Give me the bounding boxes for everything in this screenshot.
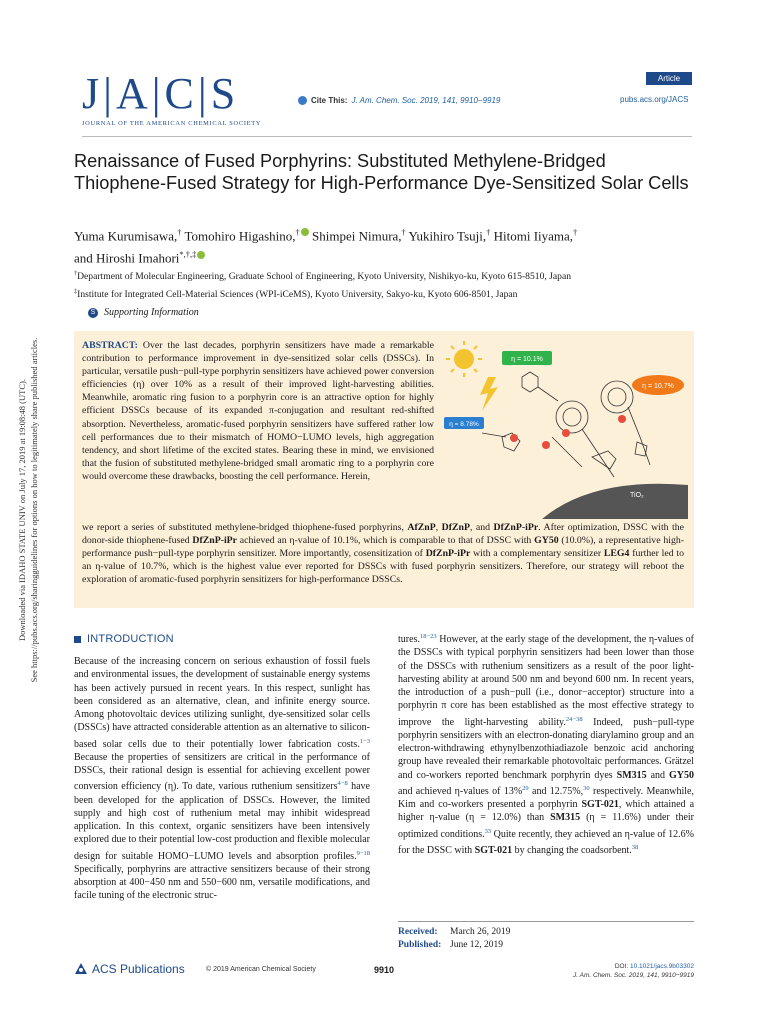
abstract-text-full: we report a series of substituted methylene-bridged thiophene-fused porphyrins, AfZnP, DfZnP, and DfZnP-iPr. After optimization, DSSC with the donor-side thiophene-fused DfZnP-iPr achieved an η-value of 10.1%, which is comparable to that of DSSC with GY50 (10.0%), a representative high-performance push−pull-type porphyrin sensitizer. More importantly, cosensitization of DfZnP-iPr with a complementary sensitizer LEG4 further led to an η-value of 10.7%, which is the highest value ever reported for DSSCs with fused porphyrin sensitizers. Therefore, our strategy will reboot the exploration of aromatic-fused porphyrin sensitizers for high-performance DSSCs.: [82, 522, 685, 586]
intro-left-column: Because of the increasing concern on serious exhaustion of fossil fuels and environmental issues, the development of sustainable energy systems has been actively pursued in recent years. In this respect, sunlight has been considered as an alternative, clean, and infinite energy source. Among photovoltaic devices utilizing sunlight, dye-sensitized solar cells (DSSCs) have attracted considerable attention as an alternative to silicon-based solar cells due to their potentially lower fabrication costs.$^{1-3}$ Because the properties of sensitizers are critical in the performance of DSSCs, their rational design is essential for achieving excellent power conversion efficiency (η). To date, various ruthenium sensitizers$^{4-8}$ have been developed for the application of DSSCs. However, the limited supply and high cost of ruthenium metal may inhibit widespread application. In this context, organic sensitizers have been intensively explored due to their potential low-cost production and flexible molecular design for suitable HOMO−LUMO levels and absorption profiles.$^{9-18}$ Specifically, porphyrins are attractive sensitizers because of their strong absorption at 400−450 nm and 550−600 nm, versatile modifications, and facile tuning of the electronic struc-: [74, 656, 370, 902]
citation-ref-link[interactable]: 24−38: [565, 715, 583, 723]
affiliations: [74, 266, 694, 302]
received-label: Received:: [398, 927, 438, 937]
tio2-label: TiO₂: [630, 492, 644, 499]
citation-ref-link[interactable]: 29: [522, 784, 529, 792]
abstract-text: [82, 339, 434, 483]
cite-label: Cite This:: [311, 96, 348, 105]
supporting-info-label: Supporting Information: [104, 307, 199, 318]
received-date: March 26, 2019: [450, 927, 511, 937]
doi-label: DOI:: [614, 963, 631, 970]
author-affiliation-mark: †: [401, 227, 406, 237]
article-dates: [398, 921, 694, 952]
intro-right-column: tures.$^{18-23}$ However, at the early stage of the development, the η-values of the DSSCs with typical porphyrin sensitizers had been lower than those of the DSSCs with ruthenium sensitizers as a result of the poor light-harvesting ability at around 500 nm and beyond 600 nm. In recent years, the introduction of a push−pull (i.e., donor−acceptor) structure into a porphyrin π core has been established as the most effective strategy to improve the light-harvesting ability.$^{24-38}$ Indeed, push−pull-type porphyrin sensitizers with an electron-donating diarylamino group and an electron-withdrawing ethynylbenzothiadiazole benzoic acid anchoring group have revealed their remarkable photovoltaic performances. Grätzel and co-workers reported benchmark porphyrin dyes SM315 and GY50 and achieved η-values of 13%$^{29}$ and 12.75%,$^{30}$ respectively. Meanwhile, Kim and co-workers presented a porphyrin SGT-021, which attained a higher η-value (η = 12.0%) than SM315 (η = 11.6%) under their optimized conditions.$^{33}$ Quite recently, they achieved an η-value of 12.6% for the DSSC with SGT-021 by changing the coadsorbent.$^{38}$: [398, 633, 695, 856]
citation-ref-link[interactable]: 38: [631, 843, 639, 851]
eta-label-2: η = 10.7%: [642, 383, 674, 390]
footer-citation: J. Am. Chem. Soc. 2019, 141, 9910−9919: [573, 972, 694, 979]
page-footer: [74, 962, 694, 986]
article-type-badge: Article: [646, 72, 692, 85]
citation-ref-link[interactable]: 1−3: [359, 737, 370, 745]
citation-ref-link[interactable]: 9−18: [356, 849, 370, 857]
download-notice-line1: Downloaded via IDAHO STATE UNIV on July 17, 2019 at 19:08:48 (UTC).: [17, 379, 27, 641]
affiliation-1: †Department of Molecular Engineering, Graduate School of Engineering, Kyoto University, Nishikyo-ku, Kyoto 615-8510, Japan: [74, 270, 572, 283]
citation-ref-link[interactable]: 4−8: [337, 780, 348, 788]
compound-name: SGT-021: [581, 799, 619, 810]
cite-reference[interactable]: J. Am. Chem. Soc. 2019, 141, 9910−9919: [351, 96, 501, 105]
section-heading: [74, 633, 174, 645]
orcid-icon[interactable]: [301, 228, 309, 236]
doi-block: [573, 962, 694, 980]
author-name[interactable]: Shimpei Nimura,: [312, 228, 402, 244]
author-affiliation-mark: *,†,‡: [179, 249, 197, 260]
citation-ref-link[interactable]: 30: [583, 784, 590, 792]
acs-publications-logo[interactable]: [74, 962, 185, 976]
copyright: © 2019 American Chemical Society: [206, 966, 316, 973]
author-name[interactable]: Yukihiro Tsuji,: [408, 228, 487, 244]
compound-name: SGT-021: [474, 844, 513, 856]
journal-subtitle: JOURNAL OF THE AMERICAN CHEMICAL SOCIETY: [82, 120, 262, 127]
page-number: 9910: [374, 965, 395, 975]
author-name[interactable]: Tomohiro Higashino,: [184, 228, 296, 244]
logo-letter: S: [210, 69, 238, 118]
header-divider: [82, 136, 692, 137]
logo-letter: C: [164, 69, 196, 118]
author-affiliation-mark: †: [295, 227, 300, 237]
toc-graphic: [442, 337, 688, 519]
journal-logo[interactable]: J | A | C | S JOURNAL OF THE AMERICAN CHEMICAL SOCIETY: [82, 70, 294, 132]
section-marker-icon: [74, 636, 81, 643]
author-affiliation-mark: †: [486, 227, 491, 237]
orcid-icon[interactable]: [197, 251, 205, 259]
citation-ref-link[interactable]: 33: [484, 827, 492, 835]
logo-letter: J: [82, 69, 102, 118]
affiliation-2: ‡Institute for Integrated Cell-Material Sciences (WPI-iCeMS), Kyoto University, Sakyo-ku, Kyoto 606-8501, Japan: [74, 288, 518, 301]
compound-name: SM315: [550, 812, 581, 824]
eta-label-1: η = 10.1%: [511, 356, 543, 363]
eta-label-3: η = 8.78%: [449, 421, 479, 428]
author-name[interactable]: Hitomi Iiyama,: [493, 228, 574, 244]
author-name[interactable]: Yuma Kurumisawa,: [74, 228, 178, 244]
author-affiliation-mark: †: [177, 227, 182, 237]
supporting-information-link[interactable]: [88, 307, 199, 318]
published-date: June 12, 2019: [450, 940, 504, 950]
cite-this[interactable]: [298, 96, 500, 105]
author-list: [74, 223, 694, 268]
author-name[interactable]: and Hiroshi Imahori: [74, 250, 180, 266]
doi-link[interactable]: 10.1021/jacs.9b03302: [630, 963, 694, 970]
compound-name: SM315: [616, 769, 647, 781]
journal-url-link[interactable]: pubs.acs.org/JACS: [620, 95, 689, 104]
cite-icon: [298, 96, 307, 105]
publisher-name: ACS Publications: [92, 962, 185, 976]
citation-ref-link[interactable]: 18−23: [419, 633, 437, 640]
supporting-info-icon: S: [88, 308, 98, 318]
acs-icon: [74, 962, 88, 976]
abstract-label: ABSTRACT:: [82, 340, 138, 351]
author-affiliation-mark: †: [573, 227, 578, 237]
published-label: Published:: [398, 940, 442, 950]
download-notice: [8, 300, 48, 720]
section-title: INTRODUCTION: [87, 633, 174, 645]
download-notice-line2: See https://pubs.acs.org/sharingguidelines for options on how to legitimately share published articles.: [29, 337, 39, 683]
compound-name: GY50: [668, 769, 694, 781]
article-title: Renaissance of Fused Porphyrins: Substituted Methylene-Bridged Thiophene-Fused Strategy for High-Performance Dye-Sensitized Solar Cells: [74, 151, 689, 193]
abstract-narrow: Over the last decades, porphyrin sensitizers have made a remarkable contribution to performance improvement in dye-sensitized solar cells (DSSCs). In particular, versatile push−pull-type porphyrin sensitizers have achieved power conversion efficiencies (η) over 10% as a result of their improved light-harvesting abilities. Meanwhile, aromatic ring fusion to a porphyrin core is an attractive option for highly efficient DSSCs because of its expanded π-conjugation and resultant red-shifted absorption. Nevertheless, aromatic-fused porphyrin sensitizers have suffered rather low cell performances due to their mismatch of HOMO−LUMO levels, high aggregation tendency, and short lifetime of the excited states. Bearing these in mind, we envisioned that the fusion of substituted methylene-bridged small aromatic ring to a porphyrin core would overcome these drawbacks, boosting the cell performance. Herein,: [82, 340, 434, 482]
logo-letter: A: [115, 69, 150, 118]
